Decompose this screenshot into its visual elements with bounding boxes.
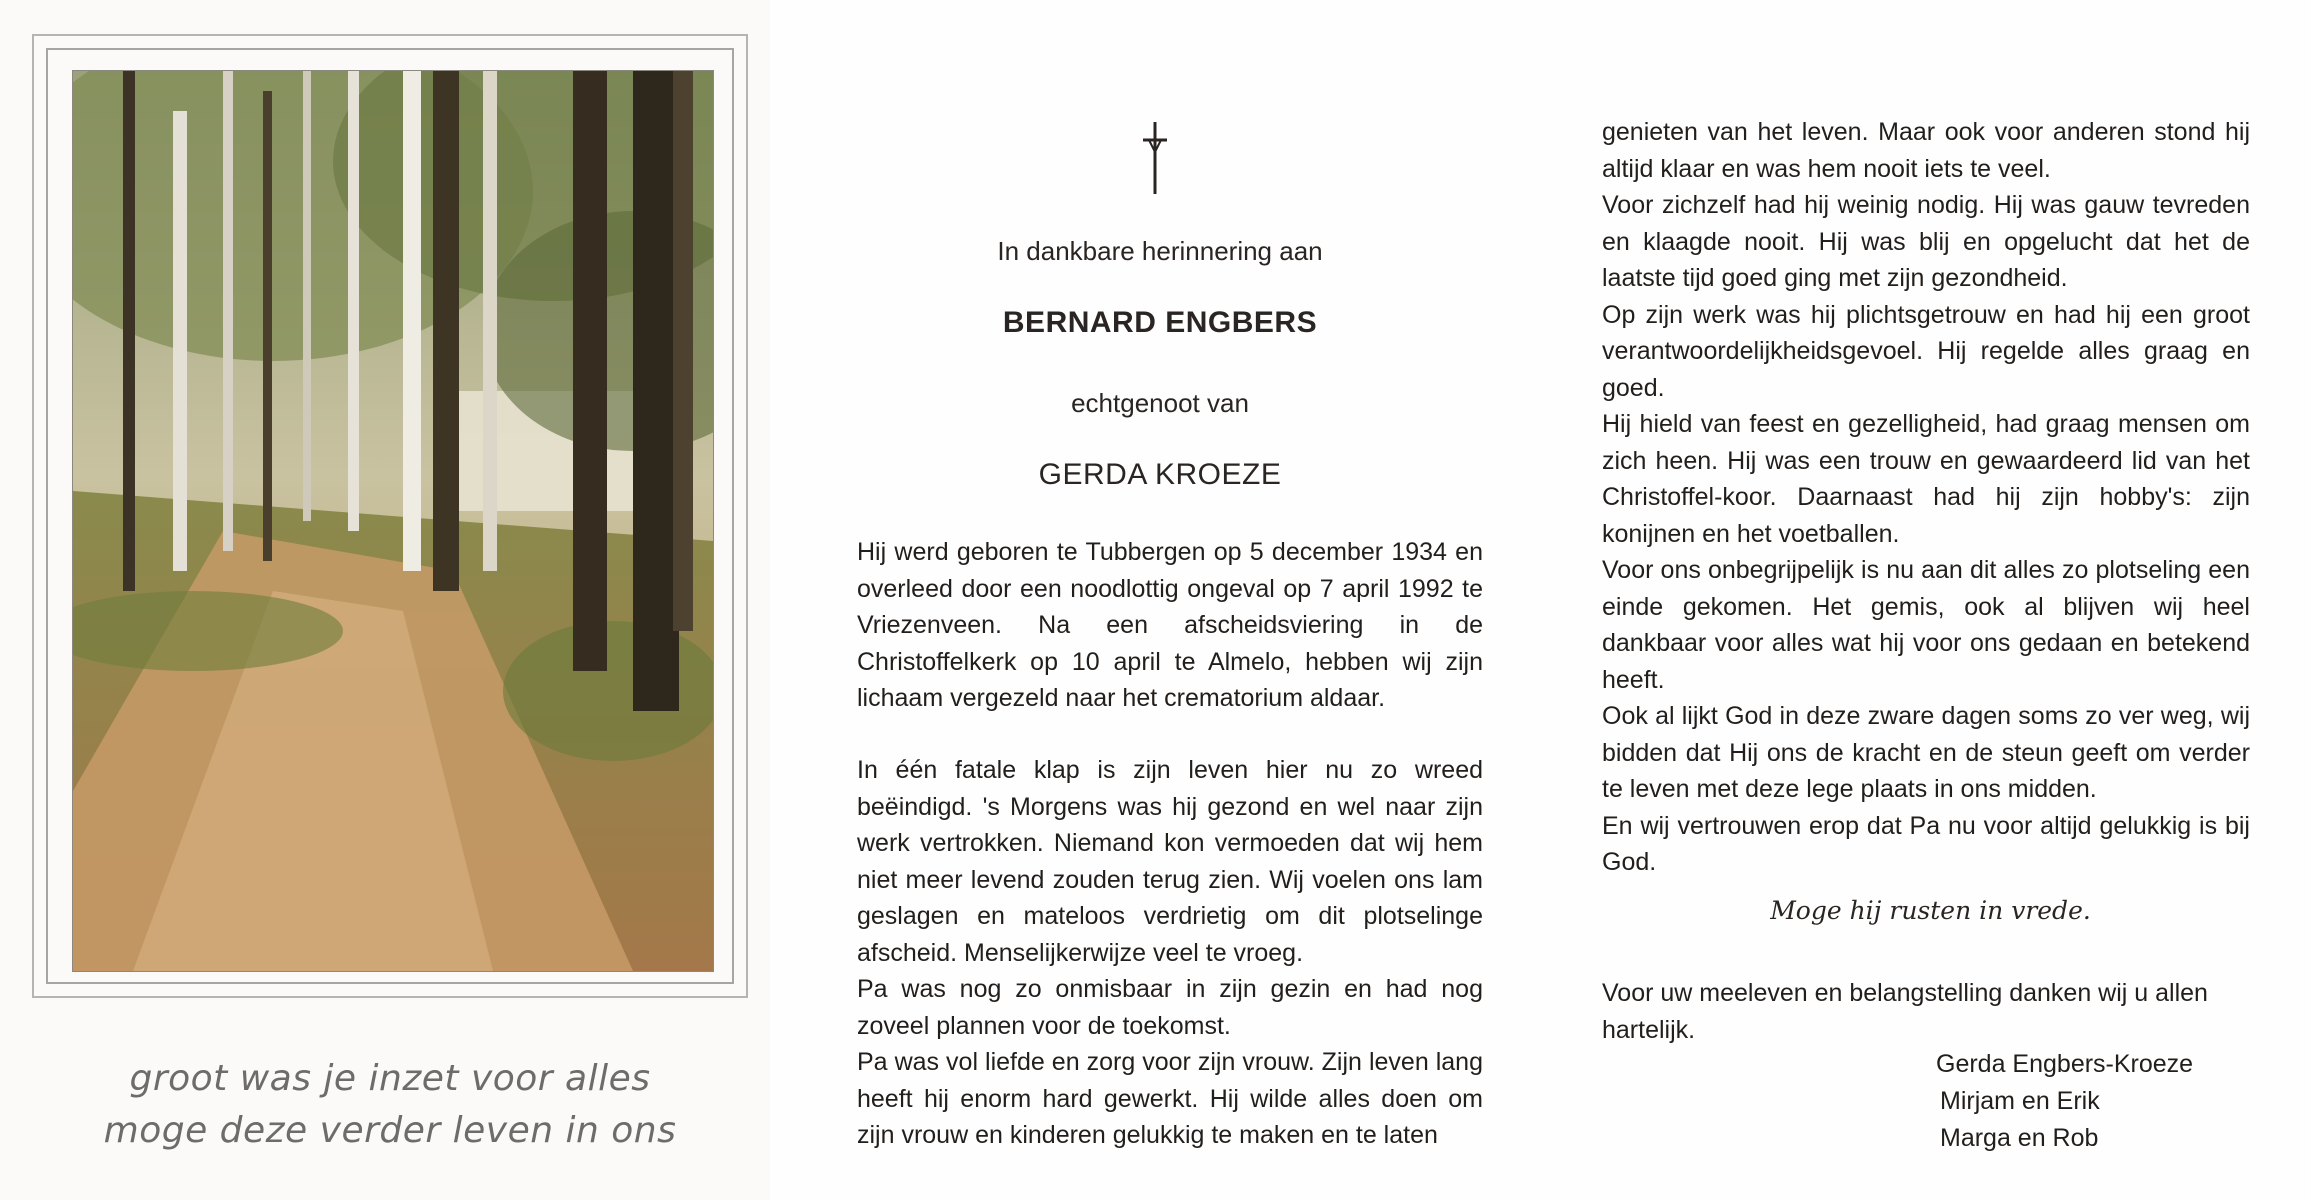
continuation-paragraph: Hij hield van feest en gezelligheid, had graag mensen om zich heen. Hij was een trouw en gewaardeerd lid van het Christoffel-koor. Daarnaast had hij zijn hobby's: zijn konijnen en het voetballen. [1602, 410, 2250, 548]
continuation-paragraph: genieten van het leven. Maar ook voor anderen stond hij altijd klaar en was hem nooit iets te veel. [1602, 118, 2250, 183]
spouse-label: echtgenoot van [1071, 388, 1249, 418]
forest-path-photo [72, 70, 714, 972]
memory-paragraph: Pa was vol liefde en zorg voor zijn vrouw. Zijn leven lang heeft hij enorm hard gewerkt. Hij wilde alles doen om zijn vrouw en kinderen gelukkig te maken en te laten [857, 1048, 1483, 1149]
biography-paragraph: Hij werd geboren te Tubbergen op 5 december 1934 en overleed door een noodlottig ongeval op 7 april 1992 te Vriezenveen. Na een afscheidsviering in de Christoffelkerk op 10 april te Almelo, hebben wij zijn lichaam vergezeld naar het crematorium aldaar. [857, 538, 1483, 712]
motto-line-1: groot was je inzet voor alles [129, 1058, 651, 1099]
forest-path-illustration [73, 71, 713, 971]
signature-line: Marga en Rob [1940, 1124, 2099, 1152]
continuation-paragraph: Op zijn werk was hij plichtsgetrouw en had hij een groot verantwoordelijkheidsgevoel. Hij regelde alles graag en goed. [1602, 300, 2250, 402]
closing-quote: Moge hij rusten in vrede. [1770, 896, 2091, 925]
left-card-panel [0, 0, 770, 1200]
memory-paragraph: In één fatale klap is zijn leven hier nu zo wreed beëindigd. 's Morgens was hij gezond en wel naar zijn werk vertrokken. Niemand kon vermoeden dat wij hem niet meer levend zouden terug zien. Wij voelen ons lam geslagen en mateloos verdrietig om dit plotselinge afscheid. Menselijkerwijze veel te vroeg. [857, 756, 1483, 967]
intro-line: In dankbare herinnering aan [997, 236, 1323, 266]
middle-card-panel [770, 0, 1550, 1200]
spouse-name: GERDA KROEZE [1038, 458, 1282, 491]
cross-icon [1135, 118, 1175, 198]
deceased-name: BERNARD ENGBERS [1002, 306, 1318, 339]
continuation-paragraph: En wij vertrouwen erop dat Pa nu voor altijd gelukkig is bij God. [1602, 811, 2250, 876]
memory-text [857, 752, 1483, 1154]
continuation-text [1602, 114, 2250, 881]
signature-line: Mirjam en Erik [1940, 1087, 2100, 1115]
memory-paragraph: Pa was nog zo onmisbaar in zijn gezin en had nog zoveel plannen voor de toekomst. [857, 975, 1483, 1040]
motto-line-2: moge deze verder leven in ons [103, 1110, 677, 1151]
continuation-paragraph: Ook al lijkt God in deze zware dagen soms zo ver weg, wij bidden dat Hij ons de kracht en de steun geeft om verder te leven met deze lege plaats in ons midden. [1602, 702, 2250, 803]
continuation-paragraph: Voor zichzelf had hij weinig nodig. Hij was gauw tevreden en klaagde nooit. Hij was blij en opgelucht dat het de laatste tijd goed ging met zijn gezondheid. [1602, 191, 2250, 292]
thanks-paragraph: Voor uw meeleven en belangstelling danken wij u allen hartelijk. [1602, 979, 2208, 1044]
continuation-paragraph: Voor ons onbegrijpelijk is nu aan dit alles zo plotseling een einde gekomen. Het gemis, ook al blijven wij heel dankbaar voor alles wat hij voor ons gedaan en betekend heeft. [1602, 556, 2250, 694]
signature-line: Gerda Engbers-Kroeze [1936, 1050, 2194, 1078]
right-card-panel [1550, 0, 2311, 1200]
